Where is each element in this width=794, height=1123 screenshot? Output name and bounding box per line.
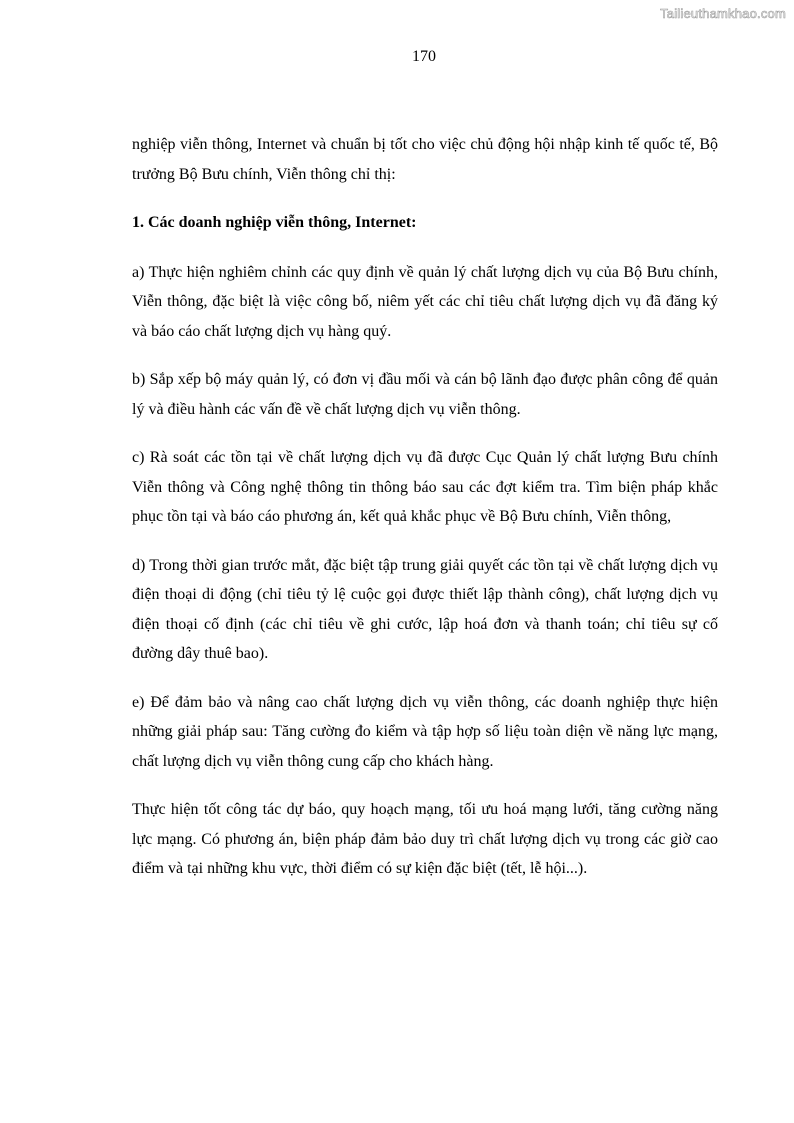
paragraph-intro: nghiệp viễn thông, Internet và chuẩn bị tốt cho việc chủ động hội nhập kinh tế quốc tế, Bộ trưởng Bộ Bưu chính, Viễn thông chỉ thị: — [132, 136, 718, 183]
paragraph-item-a: a) Thực hiện nghiêm chỉnh các quy định về quản lý chất lượng dịch vụ của Bộ Bưu chính, Viễn thông, đặc biệt là việc công bố, niêm yết các chỉ tiêu chất lượng dịch vụ đã đăng ký và báo cáo chất lượng dịch vụ hàng quý. — [132, 263, 718, 340]
paragraph-conclusion: Thực hiện tốt công tác dự báo, quy hoạch mạng, tối ưu hoá mạng lưới, tăng cường năng lực mạng. Có phương án, biện pháp đảm bảo duy trì chất lượng dịch vụ trong các giờ cao điểm và tại những khu vực, thời điểm có sự kiện đặc biệt (tết, lễ hội...). — [132, 801, 718, 877]
watermark-text: Tailieuthamkhao.com — [660, 6, 786, 21]
paragraph-item-c: c) Rà soát các tồn tại về chất lượng dịch vụ đã được Cục Quản lý chất lượng Bưu chính Viễn thông và Công nghệ thông tin thông báo sau các đợt kiểm tra. Tìm biện pháp khắc phục tồn tại và báo cáo phương án, kết quả khắc phục về Bộ Bưu chính, Viễn thông, — [132, 449, 718, 525]
document-body — [132, 130, 718, 903]
paragraph-item-b: b) Sắp xếp bộ máy quản lý, có đơn vị đầu mối và cán bộ lãnh đạo được phân công để quản lý và điều hành các vấn đề về chất lượng dịch vụ viễn thông. — [132, 371, 718, 418]
paragraph-item-d: d) Trong thời gian trước mắt, đặc biệt tập trung giải quyết các tồn tại về chất lượng dịch vụ điện thoại di động (chỉ tiêu tỷ lệ cuộc gọi được thiết lập thành công), chất lượng dịch vụ điện thoại cố định (các chỉ tiêu về ghi cước, lập hoá đơn và thanh toán; chỉ tiêu sự cố đường dây thuê bao). — [132, 556, 718, 662]
page-number: 170 — [412, 48, 436, 65]
paragraph-item-e: e) Để đảm bảo và nâng cao chất lượng dịch vụ viễn thông, các doanh nghiệp thực hiện những giải pháp sau: Tăng cường đo kiểm và tập hợp số liệu toàn diện về năng lực mạng, chất lượng dịch vụ viễn thông cung cấp cho khách hàng. — [132, 693, 718, 770]
section-heading: 1. Các doanh nghiệp viễn thông, Internet: — [132, 214, 417, 231]
